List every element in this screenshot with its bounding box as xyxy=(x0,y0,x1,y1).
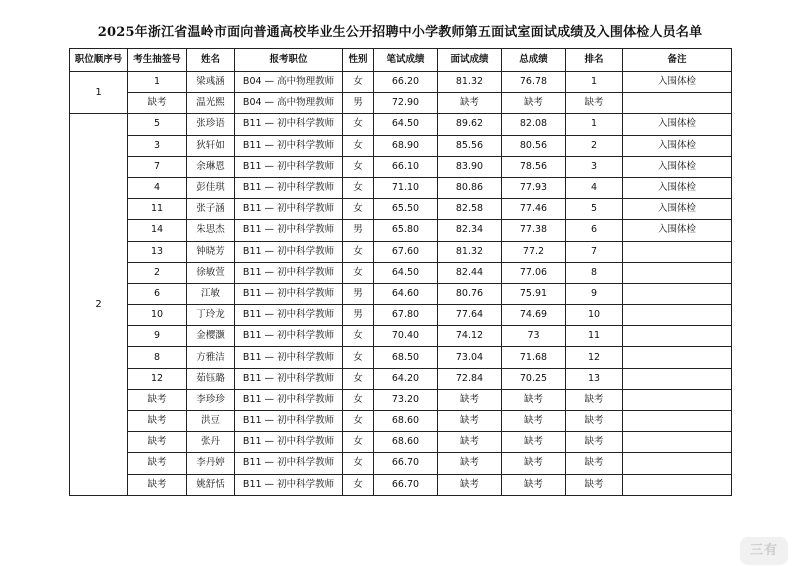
rank-cell: 1 xyxy=(566,114,623,135)
draw-no-cell: 13 xyxy=(128,241,187,262)
table-row xyxy=(70,305,732,326)
table-row xyxy=(70,93,732,114)
rank-cell: 6 xyxy=(566,220,623,241)
gender-cell: 女 xyxy=(343,432,374,453)
table-row xyxy=(70,135,732,156)
name-cell: 梁彧涵 xyxy=(187,72,235,93)
gender-cell: 女 xyxy=(343,453,374,474)
rank-cell: 9 xyxy=(566,283,623,304)
applied-position-cell: B11 — 初中科学教师 xyxy=(235,474,343,495)
written-score-cell: 73.20 xyxy=(374,389,438,410)
written-score-cell: 66.70 xyxy=(374,474,438,495)
total-score-cell: 缺考 xyxy=(502,93,566,114)
total-score-cell: 76.78 xyxy=(502,72,566,93)
draw-no-cell: 10 xyxy=(128,305,187,326)
total-score-cell: 缺考 xyxy=(502,453,566,474)
draw-no-cell: 4 xyxy=(128,177,187,198)
remarks-cell xyxy=(623,305,732,326)
gender-cell: 女 xyxy=(343,177,374,198)
table-row xyxy=(70,72,732,93)
interview-score-cell: 缺考 xyxy=(438,93,502,114)
gender-cell: 男 xyxy=(343,93,374,114)
draw-no-cell: 2 xyxy=(128,262,187,283)
header-position-no: 职位顺序号 xyxy=(70,49,128,72)
written-score-cell: 72.90 xyxy=(374,93,438,114)
applied-position-cell: B11 — 初中科学教师 xyxy=(235,220,343,241)
name-cell: 朱思杰 xyxy=(187,220,235,241)
interview-score-cell: 74.12 xyxy=(438,326,502,347)
gender-cell: 女 xyxy=(343,156,374,177)
name-cell: 钟晓芳 xyxy=(187,241,235,262)
table-row xyxy=(70,262,732,283)
total-score-cell: 缺考 xyxy=(502,432,566,453)
name-cell: 洪豆 xyxy=(187,411,235,432)
remarks-cell: 入围体检 xyxy=(623,135,732,156)
gender-cell: 女 xyxy=(343,241,374,262)
rank-cell: 7 xyxy=(566,241,623,262)
total-score-cell: 82.08 xyxy=(502,114,566,135)
draw-no-cell: 缺考 xyxy=(128,411,187,432)
header-remarks: 备注 xyxy=(623,49,732,72)
total-score-cell: 77.38 xyxy=(502,220,566,241)
remarks-cell xyxy=(623,389,732,410)
written-score-cell: 66.20 xyxy=(374,72,438,93)
remarks-cell xyxy=(623,474,732,495)
results-table xyxy=(69,48,732,496)
draw-no-cell: 12 xyxy=(128,368,187,389)
draw-no-cell: 缺考 xyxy=(128,453,187,474)
rank-cell: 5 xyxy=(566,199,623,220)
interview-score-cell: 82.34 xyxy=(438,220,502,241)
name-cell: 丁玲龙 xyxy=(187,305,235,326)
applied-position-cell: B04 — 高中物理教师 xyxy=(235,72,343,93)
draw-no-cell: 1 xyxy=(128,72,187,93)
written-score-cell: 71.10 xyxy=(374,177,438,198)
total-score-cell: 77.2 xyxy=(502,241,566,262)
interview-score-cell: 82.58 xyxy=(438,199,502,220)
interview-score-cell: 82.44 xyxy=(438,262,502,283)
remarks-cell xyxy=(623,241,732,262)
remarks-cell: 入围体检 xyxy=(623,72,732,93)
table-row xyxy=(70,220,732,241)
applied-position-cell: B11 — 初中科学教师 xyxy=(235,156,343,177)
remarks-cell: 入围体检 xyxy=(623,199,732,220)
applied-position-cell: B11 — 初中科学教师 xyxy=(235,347,343,368)
header-name: 姓名 xyxy=(187,49,235,72)
total-score-cell: 缺考 xyxy=(502,389,566,410)
rank-cell: 13 xyxy=(566,368,623,389)
header-row xyxy=(70,49,732,72)
rank-cell: 缺考 xyxy=(566,474,623,495)
interview-score-cell: 73.04 xyxy=(438,347,502,368)
written-score-cell: 66.70 xyxy=(374,453,438,474)
written-score-cell: 64.20 xyxy=(374,368,438,389)
name-cell: 余琳恩 xyxy=(187,156,235,177)
written-score-cell: 68.50 xyxy=(374,347,438,368)
name-cell: 狄轩如 xyxy=(187,135,235,156)
gender-cell: 女 xyxy=(343,135,374,156)
interview-score-cell: 缺考 xyxy=(438,453,502,474)
total-score-cell: 77.93 xyxy=(502,177,566,198)
written-score-cell: 67.60 xyxy=(374,241,438,262)
header-written-score: 笔试成绩 xyxy=(374,49,438,72)
written-score-cell: 65.80 xyxy=(374,220,438,241)
name-cell: 李珍珍 xyxy=(187,389,235,410)
rank-cell: 10 xyxy=(566,305,623,326)
remarks-cell: 入围体检 xyxy=(623,220,732,241)
total-score-cell: 75.91 xyxy=(502,283,566,304)
header-gender: 性别 xyxy=(343,49,374,72)
header-rank: 排名 xyxy=(566,49,623,72)
interview-score-cell: 81.32 xyxy=(438,72,502,93)
written-score-cell: 65.50 xyxy=(374,199,438,220)
interview-score-cell: 81.32 xyxy=(438,241,502,262)
table-row xyxy=(70,326,732,347)
applied-position-cell: B04 — 高中物理教师 xyxy=(235,93,343,114)
gender-cell: 女 xyxy=(343,368,374,389)
table-row xyxy=(70,114,732,135)
interview-score-cell: 89.62 xyxy=(438,114,502,135)
total-score-cell: 缺考 xyxy=(502,474,566,495)
total-score-cell: 77.06 xyxy=(502,262,566,283)
name-cell: 茹钰璐 xyxy=(187,368,235,389)
gender-cell: 女 xyxy=(343,199,374,220)
interview-score-cell: 85.56 xyxy=(438,135,502,156)
header-applied-position: 报考职位 xyxy=(235,49,343,72)
draw-no-cell: 6 xyxy=(128,283,187,304)
interview-score-cell: 缺考 xyxy=(438,432,502,453)
table-row xyxy=(70,432,732,453)
name-cell: 方雅洁 xyxy=(187,347,235,368)
interview-score-cell: 缺考 xyxy=(438,389,502,410)
gender-cell: 女 xyxy=(343,72,374,93)
written-score-cell: 68.60 xyxy=(374,432,438,453)
remarks-cell xyxy=(623,432,732,453)
interview-score-cell: 83.90 xyxy=(438,156,502,177)
written-score-cell: 67.80 xyxy=(374,305,438,326)
table-header xyxy=(70,49,732,72)
total-score-cell: 73 xyxy=(502,326,566,347)
table-row xyxy=(70,411,732,432)
draw-no-cell: 缺考 xyxy=(128,474,187,495)
position-no-cell: 1 xyxy=(70,72,128,114)
rank-cell: 缺考 xyxy=(566,411,623,432)
applied-position-cell: B11 — 初中科学教师 xyxy=(235,368,343,389)
draw-no-cell: 缺考 xyxy=(128,93,187,114)
draw-no-cell: 8 xyxy=(128,347,187,368)
applied-position-cell: B11 — 初中科学教师 xyxy=(235,135,343,156)
gender-cell: 女 xyxy=(343,326,374,347)
gender-cell: 男 xyxy=(343,305,374,326)
table-row xyxy=(70,453,732,474)
name-cell: 徐敏萱 xyxy=(187,262,235,283)
rank-cell: 缺考 xyxy=(566,389,623,410)
interview-score-cell: 80.76 xyxy=(438,283,502,304)
applied-position-cell: B11 — 初中科学教师 xyxy=(235,305,343,326)
name-cell: 姚舒恬 xyxy=(187,474,235,495)
applied-position-cell: B11 — 初中科学教师 xyxy=(235,262,343,283)
table-row xyxy=(70,156,732,177)
name-cell: 张丹 xyxy=(187,432,235,453)
interview-score-cell: 缺考 xyxy=(438,474,502,495)
remarks-cell xyxy=(623,368,732,389)
total-score-cell: 71.68 xyxy=(502,347,566,368)
written-score-cell: 64.60 xyxy=(374,283,438,304)
name-cell: 彭佳琪 xyxy=(187,177,235,198)
gender-cell: 女 xyxy=(343,411,374,432)
gender-cell: 女 xyxy=(343,389,374,410)
rank-cell: 1 xyxy=(566,72,623,93)
applied-position-cell: B11 — 初中科学教师 xyxy=(235,411,343,432)
interview-score-cell: 72.84 xyxy=(438,368,502,389)
applied-position-cell: B11 — 初中科学教师 xyxy=(235,453,343,474)
total-score-cell: 74.69 xyxy=(502,305,566,326)
applied-position-cell: B11 — 初中科学教师 xyxy=(235,241,343,262)
interview-score-cell: 80.86 xyxy=(438,177,502,198)
draw-no-cell: 缺考 xyxy=(128,389,187,410)
table-row xyxy=(70,199,732,220)
rank-cell: 缺考 xyxy=(566,453,623,474)
header-total-score: 总成绩 xyxy=(502,49,566,72)
applied-position-cell: B11 — 初中科学教师 xyxy=(235,389,343,410)
name-cell: 李丹婷 xyxy=(187,453,235,474)
name-cell: 张子涵 xyxy=(187,199,235,220)
remarks-cell xyxy=(623,347,732,368)
table-row xyxy=(70,241,732,262)
table-row xyxy=(70,474,732,495)
name-cell: 金樱灏 xyxy=(187,326,235,347)
applied-position-cell: B11 — 初中科学教师 xyxy=(235,326,343,347)
gender-cell: 男 xyxy=(343,283,374,304)
table-row xyxy=(70,177,732,198)
draw-no-cell: 7 xyxy=(128,156,187,177)
total-score-cell: 80.56 xyxy=(502,135,566,156)
written-score-cell: 68.90 xyxy=(374,135,438,156)
document-title: 2025年浙江省温岭市面向普通高校毕业生公开招聘中小学教师第五面试室面试成绩及入围体检人员名单 xyxy=(97,25,703,40)
table-row xyxy=(70,389,732,410)
total-score-cell: 78.56 xyxy=(502,156,566,177)
table-row xyxy=(70,283,732,304)
written-score-cell: 68.60 xyxy=(374,411,438,432)
draw-no-cell: 缺考 xyxy=(128,432,187,453)
applied-position-cell: B11 — 初中科学教师 xyxy=(235,199,343,220)
total-score-cell: 缺考 xyxy=(502,411,566,432)
remarks-cell: 入围体检 xyxy=(623,114,732,135)
interview-score-cell: 缺考 xyxy=(438,411,502,432)
draw-no-cell: 9 xyxy=(128,326,187,347)
name-cell: 温光熙 xyxy=(187,93,235,114)
gender-cell: 女 xyxy=(343,347,374,368)
rank-cell: 11 xyxy=(566,326,623,347)
gender-cell: 女 xyxy=(343,114,374,135)
remarks-cell xyxy=(623,93,732,114)
applied-position-cell: B11 — 初中科学教师 xyxy=(235,114,343,135)
total-score-cell: 77.46 xyxy=(502,199,566,220)
header-draw-no: 考生抽签号 xyxy=(128,49,187,72)
gender-cell: 女 xyxy=(343,474,374,495)
table-row xyxy=(70,347,732,368)
applied-position-cell: B11 — 初中科学教师 xyxy=(235,432,343,453)
position-no-cell: 2 xyxy=(70,114,128,495)
written-score-cell: 66.10 xyxy=(374,156,438,177)
remarks-cell: 入围体检 xyxy=(623,177,732,198)
gender-cell: 女 xyxy=(343,262,374,283)
remarks-cell xyxy=(623,326,732,347)
applied-position-cell: B11 — 初中科学教师 xyxy=(235,283,343,304)
rank-cell: 8 xyxy=(566,262,623,283)
draw-no-cell: 3 xyxy=(128,135,187,156)
written-score-cell: 64.50 xyxy=(374,262,438,283)
name-cell: 张珍语 xyxy=(187,114,235,135)
written-score-cell: 64.50 xyxy=(374,114,438,135)
name-cell: 江敏 xyxy=(187,283,235,304)
rank-cell: 缺考 xyxy=(566,432,623,453)
table-row xyxy=(70,368,732,389)
total-score-cell: 70.25 xyxy=(502,368,566,389)
rank-cell: 缺考 xyxy=(566,93,623,114)
rank-cell: 3 xyxy=(566,156,623,177)
header-interview-score: 面试成绩 xyxy=(438,49,502,72)
draw-no-cell: 14 xyxy=(128,220,187,241)
remarks-cell xyxy=(623,283,732,304)
rank-cell: 4 xyxy=(566,177,623,198)
rank-cell: 12 xyxy=(566,347,623,368)
remarks-cell xyxy=(623,262,732,283)
written-score-cell: 70.40 xyxy=(374,326,438,347)
draw-no-cell: 11 xyxy=(128,199,187,220)
gender-cell: 男 xyxy=(343,220,374,241)
remarks-cell: 入围体检 xyxy=(623,156,732,177)
interview-score-cell: 77.64 xyxy=(438,305,502,326)
rank-cell: 2 xyxy=(566,135,623,156)
remarks-cell xyxy=(623,411,732,432)
watermark-logo: 三有 xyxy=(740,537,788,565)
remarks-cell xyxy=(623,453,732,474)
applied-position-cell: B11 — 初中科学教师 xyxy=(235,177,343,198)
table-body xyxy=(70,72,732,496)
draw-no-cell: 5 xyxy=(128,114,187,135)
